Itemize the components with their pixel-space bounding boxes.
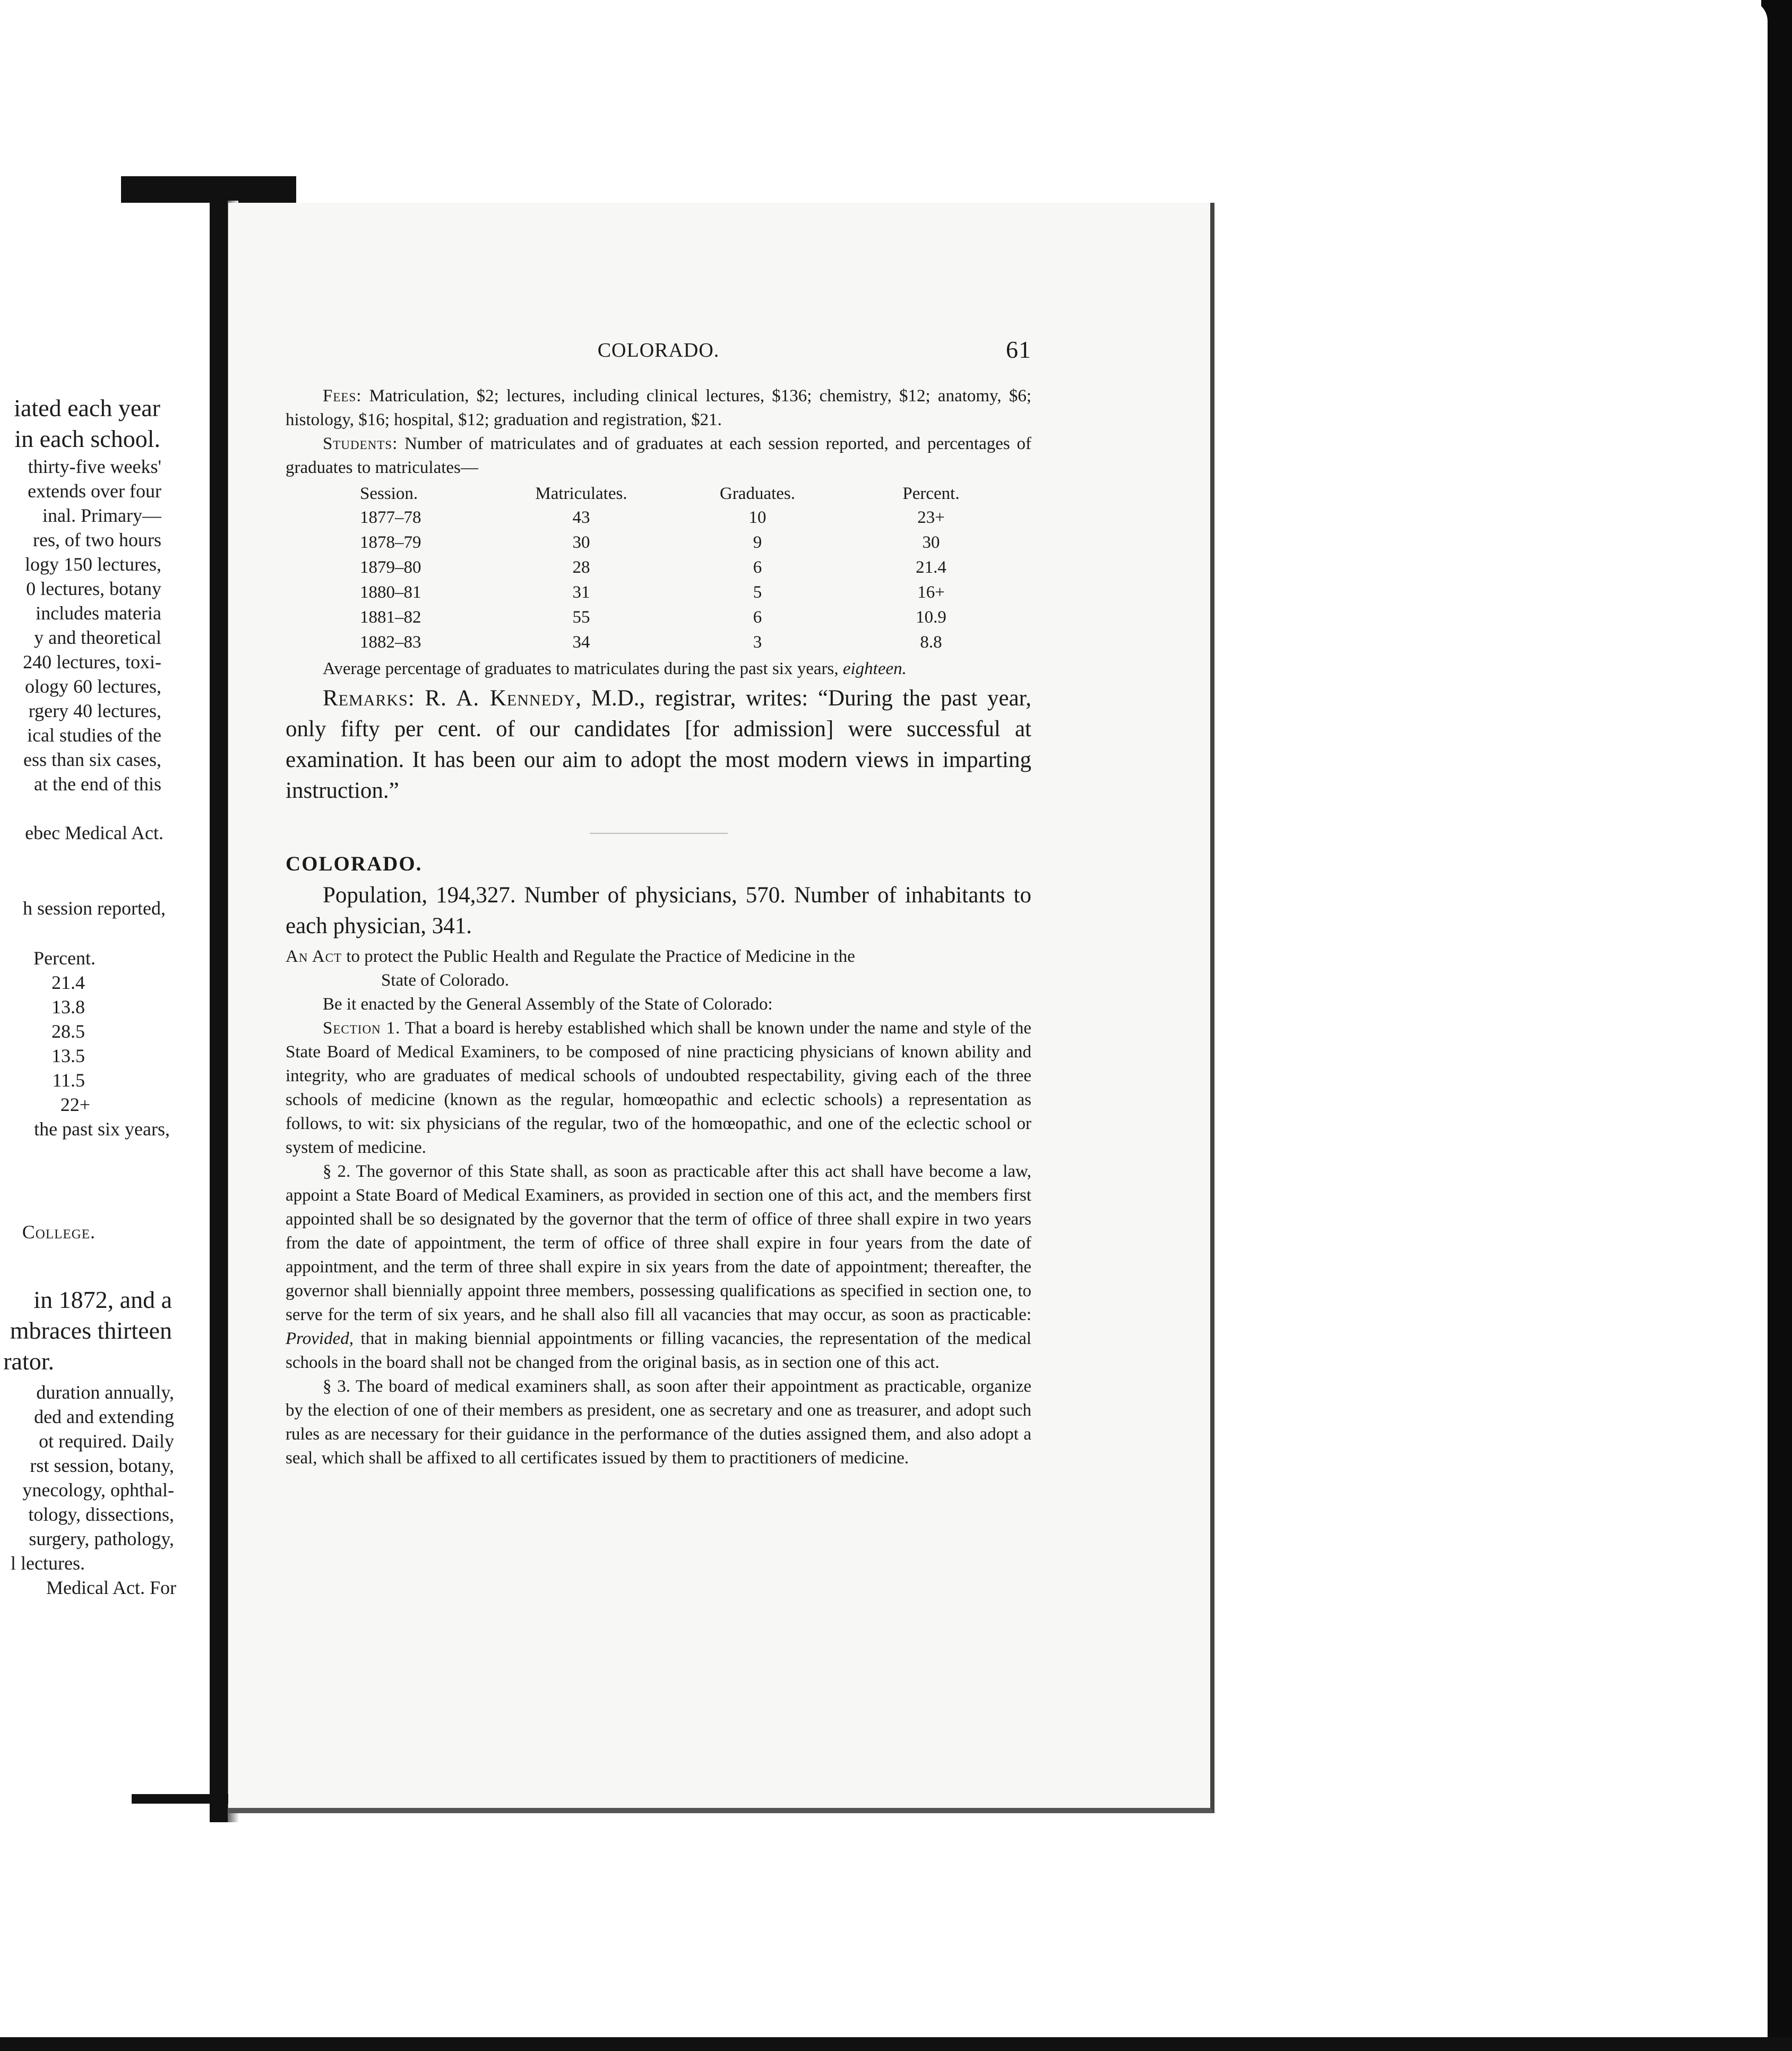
left-line: iated each year [14,394,160,421]
table-cell: 23+ [917,508,945,527]
running-head [286,335,1031,367]
table-cell: 8.8 [920,633,942,652]
left-line: 21.4 [51,972,85,993]
table-cell: 6 [753,608,762,627]
table-cell: 1882–83 [360,633,421,652]
left-line: Percent. [33,947,96,969]
left-line: 13.5 [51,1045,85,1066]
table-cell: 21.4 [916,558,946,577]
remarks-name: R. A. Kennedy [425,686,576,711]
table-cell: 10.9 [916,608,946,627]
table-cell: 3 [753,633,762,652]
remarks-label: Remarks: [323,686,415,711]
fees-text: Matriculation, $2; lectures, including clinical lectures, $136; chemistry, $12; anatomy, $6; histology, $16; hospital, $12; graduation and registration, $21. [286,386,1032,429]
table-cell: 30 [922,533,940,552]
remarks-paragraph [286,683,1031,806]
running-title: COLORADO. [597,339,720,361]
left-line: College. [22,1221,96,1243]
left-line: ebec Medical Act. [25,822,163,843]
left-line: logy 150 lectures, [25,554,161,575]
left-line: inal. Primary— [42,505,161,526]
table-cell: 1877–78 [360,508,421,527]
left-line: tology, dissections, [28,1504,174,1525]
population-paragraph: Population, 194,327. Number of physicians, 570. Number of inhabitants to each physician, 341. [286,883,1031,938]
section1-label: Section 1. [323,1019,401,1038]
left-line: mbraces thirteen [10,1317,172,1344]
binder-spine [210,201,228,1822]
act-title-prefix: An Act [286,947,342,966]
remarks-text: , M.D., registrar, writes: “During the past year, only fifty per cent. of our candidates [for admission] were successful at examination. It has been our aim to adopt the most modern views in imparting instruction.” [286,686,1032,803]
left-line: 0 lectures, botany [26,578,161,599]
left-line: y and theoretical [34,627,161,648]
page-content [286,335,1031,1470]
left-line: Medical Act. For [46,1577,176,1598]
average-paragraph [286,657,1031,681]
table-cell: 34 [572,633,590,652]
table-row [360,630,1016,655]
table-header-row [360,482,1016,505]
table-cell: 10 [748,508,766,527]
table-header-cell: Graduates. [719,484,796,503]
left-line: includes materia [36,602,161,624]
table-cell: 28 [572,558,590,577]
table-cell: 30 [572,533,590,552]
students-paragraph [286,432,1031,480]
average-value: eighteen. [842,659,907,678]
section-heading: COLORADO. [286,852,423,875]
left-line: at the end of this [34,773,161,795]
table-cell: 31 [572,583,590,602]
binder-clip-top [121,176,296,203]
section3-paragraph: § 3. The board of medical examiners shall, as soon after their appointment as practicable, organize by the election of one of their members as president, one as secretary and one as treasurer, and adopt such rules as are necessary for their guidance in the performance of the duties assigned them, and also adopt a seal, which shall be affixed to all certificates issued by them to practitioners of medicine. [286,1377,1031,1468]
scan-edge-bottom [0,2037,1792,2051]
section2-provided: Provided, [286,1329,354,1348]
section2-text-a: § 2. The governor of this State shall, as soon as practicable after this act shall have become a law, appoint a State Board of Medical Examiners, as provided in section one of this act, and the members first appointed shall be so designated by the governor that the term of office of three shall expire in two years from the date of appointment, the term of office of three shall expire in four years from the date of appointment, and the term of three shall expire in six years from the date of appointment; thereafter, the governor shall biennially appoint three members, possessing qualifications as specified in section one, to serve for the term of six years, and he shall also fill all vacancies that may occur, as soon as practicable: [286,1162,1031,1324]
table-cell: 1881–82 [360,608,421,627]
table-cell: 1878–79 [360,533,421,552]
left-line: 28.5 [51,1021,85,1042]
act-title-cont: State of Colorado. [381,971,510,990]
table-cell: 1880–81 [360,583,421,602]
fees-label: Fees: [323,386,362,406]
table-header-cell: Session. [360,484,418,503]
section-divider [590,833,728,834]
left-line: l lectures. [11,1553,85,1574]
section1-text: That a board is hereby established which shall be known under the name and style of the State Board of Medical Examiners, to be composed of nine practicing physicians of known ability and integrity, who are graduates of medical schools of undoubted respectability, giving each of the three schools of medicine (known as the regular, homœopathic and eclectic schools) a representation as follows, to wit: six physicians of the regular, two of the homœopathic, and one of the eclectic school or system of medicine. [286,1019,1031,1157]
left-line: ynecology, ophthal- [22,1479,174,1501]
table-header-cell: Matriculates. [535,484,627,503]
left-line: ot required. Daily [39,1430,174,1452]
left-line: 11.5 [52,1070,85,1091]
students-label: Students: [323,434,398,453]
left-line: extends over four [28,480,161,502]
table-row [360,530,1016,555]
left-line: rgery 40 lectures, [28,700,161,721]
left-facing-page [0,0,223,2051]
left-line: in each school. [14,425,160,452]
students-table [360,482,1016,655]
table-row [360,605,1016,630]
left-line: duration annually, [36,1382,174,1403]
table-row [360,580,1016,605]
table-cell: 43 [572,508,590,527]
act-title-rest: to protect the Public Health and Regulate the Practice of Medicine in the [346,947,855,966]
left-line: h session reported, [23,898,166,919]
left-line: ical studies of the [27,725,161,746]
left-line: surgery, pathology, [29,1528,174,1549]
left-line: 13.8 [51,996,85,1018]
scan-edge-right-inner [1746,0,1768,2051]
table-cell: 9 [753,533,762,552]
table-row [360,505,1016,530]
table-cell: 6 [753,558,762,577]
left-line: 240 lectures, toxi- [23,651,161,673]
page-number: 61 [1006,336,1031,363]
left-line: in 1872, and a [33,1286,172,1313]
scanned-page [228,203,1214,1813]
act-title [286,945,1031,993]
average-text: Average percentage of graduates to matriculates during the past six years, [323,659,839,678]
table-cell: 1879–80 [360,558,421,577]
left-line: the past six years, [34,1118,170,1140]
left-line: rst session, botany, [30,1455,174,1476]
left-line: res, of two hours [33,529,161,550]
left-line: rator. [3,1348,54,1375]
section1-paragraph [286,1016,1031,1160]
students-text: Number of matriculates and of graduates at each session reported, and percentages of graduates to matriculates— [286,434,1032,477]
left-line: ess than six cases, [23,749,161,770]
left-line: ded and extending [34,1406,174,1427]
table-row [360,555,1016,580]
section2-text-b: that in making biennial appointments or filling vacancies, the representation of the medical schools in the board shall not be changed from the original basis, as in section one of this act. [286,1329,1032,1372]
enacted-paragraph: Be it enacted by the General Assembly of the State of Colorado: [323,995,773,1014]
left-line: 22+ [60,1094,90,1115]
left-line: ology 60 lectures, [25,676,161,697]
table-cell: 16+ [917,583,945,602]
table-header-cell: Percent. [902,484,960,503]
left-line: thirty-five weeks' [28,456,161,477]
table-cell: 5 [753,583,762,602]
section2-paragraph [286,1160,1031,1375]
table-cell: 55 [572,608,590,627]
fees-paragraph [286,384,1031,432]
